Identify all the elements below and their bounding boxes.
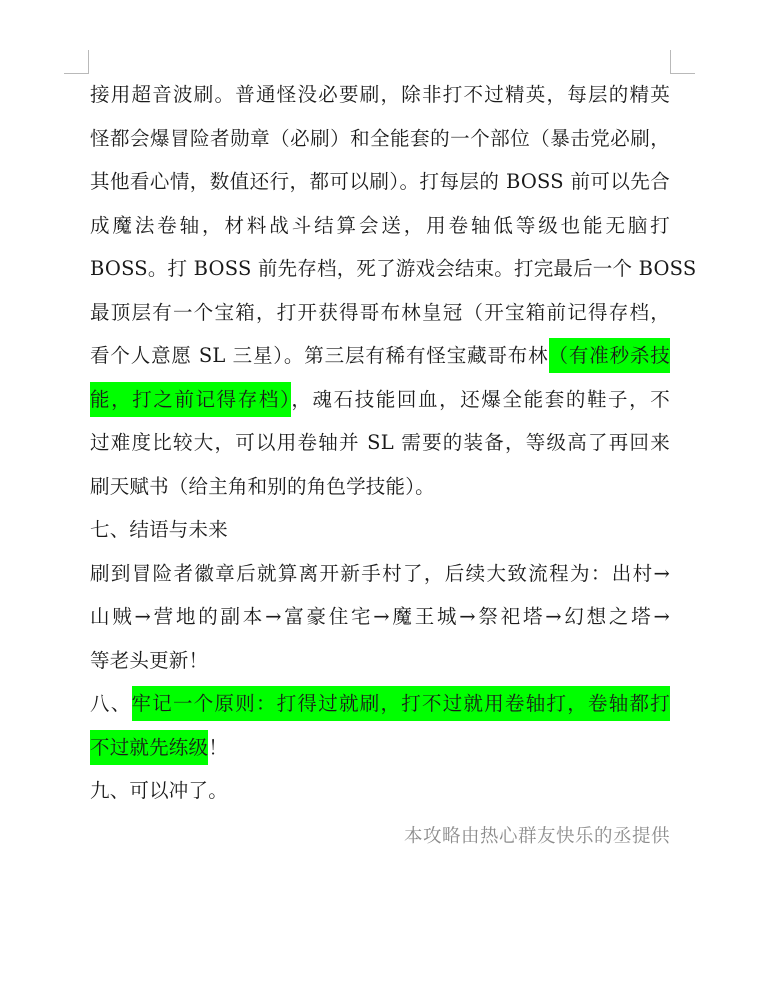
paragraph-line: 最顶层有一个宝箱，打开获得哥布林皇冠（开宝箱前记得存档， (90, 300, 670, 324)
highlighted-text: （有准秒杀技 (549, 338, 670, 373)
highlighted-text: 能，打之前记得存档） (90, 382, 291, 417)
section-number: 八、 (90, 692, 132, 715)
paragraph-line: 怪都会爆冒险者勋章（必刷）和全能套的一个部位（暴击党必刷， (90, 126, 670, 150)
paragraph-line: 过难度比较大，可以用卷轴并 SL 需要的装备，等级高了再回来 (90, 431, 670, 454)
paragraph-line (90, 334, 670, 378)
crop-mark-top-left-horizontal (64, 73, 89, 74)
section-heading-7: 七、结语与未来 (90, 518, 228, 541)
crop-mark-top-right-vertical (670, 50, 671, 74)
paragraph-text: ！ (208, 735, 228, 759)
section-heading-8 (90, 682, 670, 726)
paragraph-line: 接用超音波刷。普通怪没必要刷，除非打不过精英，每层的精英 (90, 83, 670, 106)
paragraph-line (90, 378, 670, 422)
paragraph-line: BOSS。打 BOSS 前先存档，死了游戏会结束。打完最后一个 BOSS (90, 257, 697, 280)
paragraph-line (90, 726, 670, 770)
section-heading-9: 九、可以冲了。 (90, 779, 228, 802)
crop-mark-top-right-horizontal (670, 73, 695, 74)
paragraph-line: 刷天赋书（给主角和别的角色学技能）。 (90, 474, 435, 498)
paragraph-line: 成魔法卷轴，材料战斗结算会送，用卷轴低等级也能无脑打 (90, 213, 670, 237)
paragraph-line: 山贼→营地的副本→富豪住宅→魔王城→祭祀塔→幻想之塔→ (90, 605, 670, 628)
paragraph-line: 刷到冒险者徽章后就算离开新手村了，后续大致流程为：出村→ (90, 561, 670, 585)
credit-line: 本攻略由热心群友快乐的丞提供 (403, 826, 670, 847)
paragraph-line: 等老头更新！ (90, 648, 209, 672)
document-body (90, 73, 697, 813)
highlighted-text: 牢记一个原则：打得过就刷，打不过就用卷轴打，卷轴都打 (132, 686, 671, 721)
highlighted-text: 不过就先练级 (90, 730, 208, 765)
paragraph-line: 其他看心情，数值还行，都可以刷）。打每层的 BOSS 前可以先合 (90, 170, 670, 193)
crop-mark-top-left-vertical (88, 50, 89, 74)
paragraph-text: 看个人意愿 SL 三星）。第三层有稀有怪宝藏哥布林 (90, 344, 549, 367)
paragraph-text: ，魂石技能回血，还爆全能套的鞋子，不 (291, 387, 670, 411)
